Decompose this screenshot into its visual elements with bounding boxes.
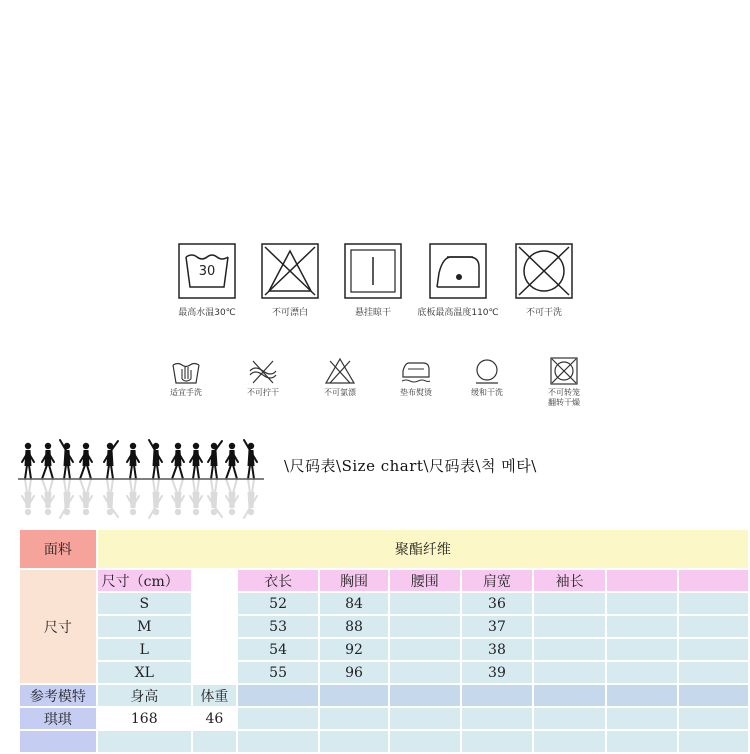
do-not-bleach-icon <box>261 243 319 299</box>
care-label: 底板最高温度110℃ <box>417 308 499 318</box>
fabric-value: 聚酯纤维 <box>98 530 748 568</box>
table-cell: 52 <box>238 593 318 614</box>
table-cell: 37 <box>462 616 532 637</box>
table-cell <box>679 639 749 660</box>
col-header <box>607 570 676 591</box>
table-row <box>20 685 748 706</box>
table-cell: 96 <box>320 662 387 683</box>
size-header: 尺寸（cm） <box>98 570 191 591</box>
do-not-wring-icon <box>247 357 279 385</box>
table-cell <box>534 662 605 683</box>
fabric-label: 面料 <box>20 530 96 568</box>
size-cell: XL <box>98 662 191 683</box>
table-cell <box>390 662 460 683</box>
dancer-figure <box>104 441 118 479</box>
care-icon-no-bleach <box>253 243 327 318</box>
size-chart-title: \尺码表\Size chart\尺码表\척 메타\ <box>284 457 537 475</box>
table-row <box>20 662 748 683</box>
dancer-reflection <box>172 479 184 515</box>
dancer-reflection <box>42 479 54 515</box>
iron-medium-icon <box>429 243 487 299</box>
dancer-reflection <box>104 479 118 517</box>
care-label: 悬挂晾干 <box>354 308 391 318</box>
dancer-figure <box>127 443 139 479</box>
dancer-reflection <box>60 479 73 518</box>
dancer-reflection <box>80 479 92 515</box>
table-row <box>20 708 748 729</box>
hand-wash-icon <box>170 357 202 385</box>
care-label: 不可干洗 <box>525 308 562 318</box>
col-header: 腰围 <box>390 570 460 591</box>
care-icon-hang-dry <box>336 243 410 318</box>
dancer-reflection <box>190 479 202 515</box>
weight-label: 体重 <box>193 685 236 706</box>
dancer-figure <box>60 440 73 479</box>
care-icon-wash-30 <box>170 243 244 318</box>
table-cell <box>390 639 460 660</box>
dancer-figure <box>22 443 34 479</box>
table-cell: 55 <box>238 662 318 683</box>
dancer-figure <box>190 443 202 479</box>
care-label: 不可漂白 <box>271 308 308 318</box>
do-not-tumble-dry-icon <box>515 243 573 299</box>
hang-dry-icon <box>344 243 402 299</box>
col-header: 袖长 <box>534 570 605 591</box>
size-cell: M <box>98 616 191 637</box>
size-cell: S <box>98 593 191 614</box>
table-cell <box>607 593 676 614</box>
table-cell <box>534 593 605 614</box>
care-label: 缓和干洗 <box>471 388 503 397</box>
care-label: 不可拧干 <box>247 388 279 397</box>
iron-with-cloth-icon <box>400 357 432 385</box>
dancer-figure <box>244 440 257 479</box>
table-cell: 38 <box>462 639 532 660</box>
model-height: 168 <box>98 708 191 729</box>
height-label: 身高 <box>98 685 191 706</box>
dancer-reflection <box>208 479 222 517</box>
table-cell: 88 <box>320 616 387 637</box>
dancer-silhouettes-image <box>18 428 270 524</box>
do-not-chlorine-bleach-icon <box>324 357 356 385</box>
dancer-reflection <box>22 479 34 515</box>
care-icon-iron <box>412 243 504 318</box>
table-row <box>20 731 748 752</box>
dancer-figure <box>149 440 162 479</box>
care-label: 不可转笼 翻转干燥 <box>548 388 580 407</box>
care-icon-gentle-dry-clean <box>463 357 511 398</box>
blank-cell <box>193 570 236 683</box>
dancer-reflection <box>149 479 162 518</box>
care-icon-hand-wash <box>162 357 210 398</box>
size-cell: L <box>98 639 191 660</box>
col-header: 肩宽 <box>462 570 532 591</box>
care-label: 适宜手洗 <box>170 388 202 397</box>
model-name: 琪琪 <box>20 708 96 729</box>
svg-text:30: 30 <box>198 264 216 279</box>
table-cell <box>534 639 605 660</box>
care-icon-no-tumble <box>540 357 588 408</box>
dancer-reflection <box>226 479 238 515</box>
care-icon-no-wring <box>239 357 287 398</box>
table-cell: 39 <box>462 662 532 683</box>
care-label: 垫布熨烫 <box>400 388 432 397</box>
table-cell: 84 <box>320 593 387 614</box>
dancer-figure <box>80 443 92 479</box>
table-cell <box>390 616 460 637</box>
care-label: 不可氯漂 <box>324 388 356 397</box>
table-cell <box>607 616 676 637</box>
care-icon-no-dry-clean <box>507 243 581 318</box>
table-cell <box>534 616 605 637</box>
table-cell: 54 <box>238 639 318 660</box>
table-row <box>20 639 748 660</box>
table-cell <box>679 662 749 683</box>
care-icon-iron-cloth <box>392 357 440 398</box>
col-header: 衣长 <box>238 570 318 591</box>
table-cell: 36 <box>462 593 532 614</box>
table-cell: 53 <box>238 616 318 637</box>
dancer-reflection <box>127 479 139 515</box>
dancer-figure <box>172 443 184 479</box>
size-label: 尺寸 <box>20 570 96 683</box>
col-header: 胸围 <box>320 570 387 591</box>
dancer-reflection <box>244 479 257 518</box>
care-label: 最高水温30℃ <box>178 308 236 318</box>
dancer-figure <box>42 443 54 479</box>
table-cell <box>679 593 749 614</box>
table-cell <box>390 593 460 614</box>
table-cell <box>607 639 676 660</box>
table-row <box>20 593 748 614</box>
care-icon-no-chlorine <box>316 357 364 398</box>
table-cell <box>607 662 676 683</box>
col-header <box>679 570 749 591</box>
model-weight: 46 <box>193 708 236 729</box>
dancer-figure <box>226 443 238 479</box>
model-label: 参考模特 <box>20 685 96 706</box>
table-cell <box>679 616 749 637</box>
table-cell: 92 <box>320 639 387 660</box>
table-row <box>20 616 748 637</box>
wash-30-icon <box>178 243 236 299</box>
gentle-dry-clean-icon <box>471 357 503 385</box>
no-tumble-dry-icon <box>548 357 580 385</box>
size-chart-table <box>18 528 750 754</box>
dancer-figure <box>208 441 222 479</box>
